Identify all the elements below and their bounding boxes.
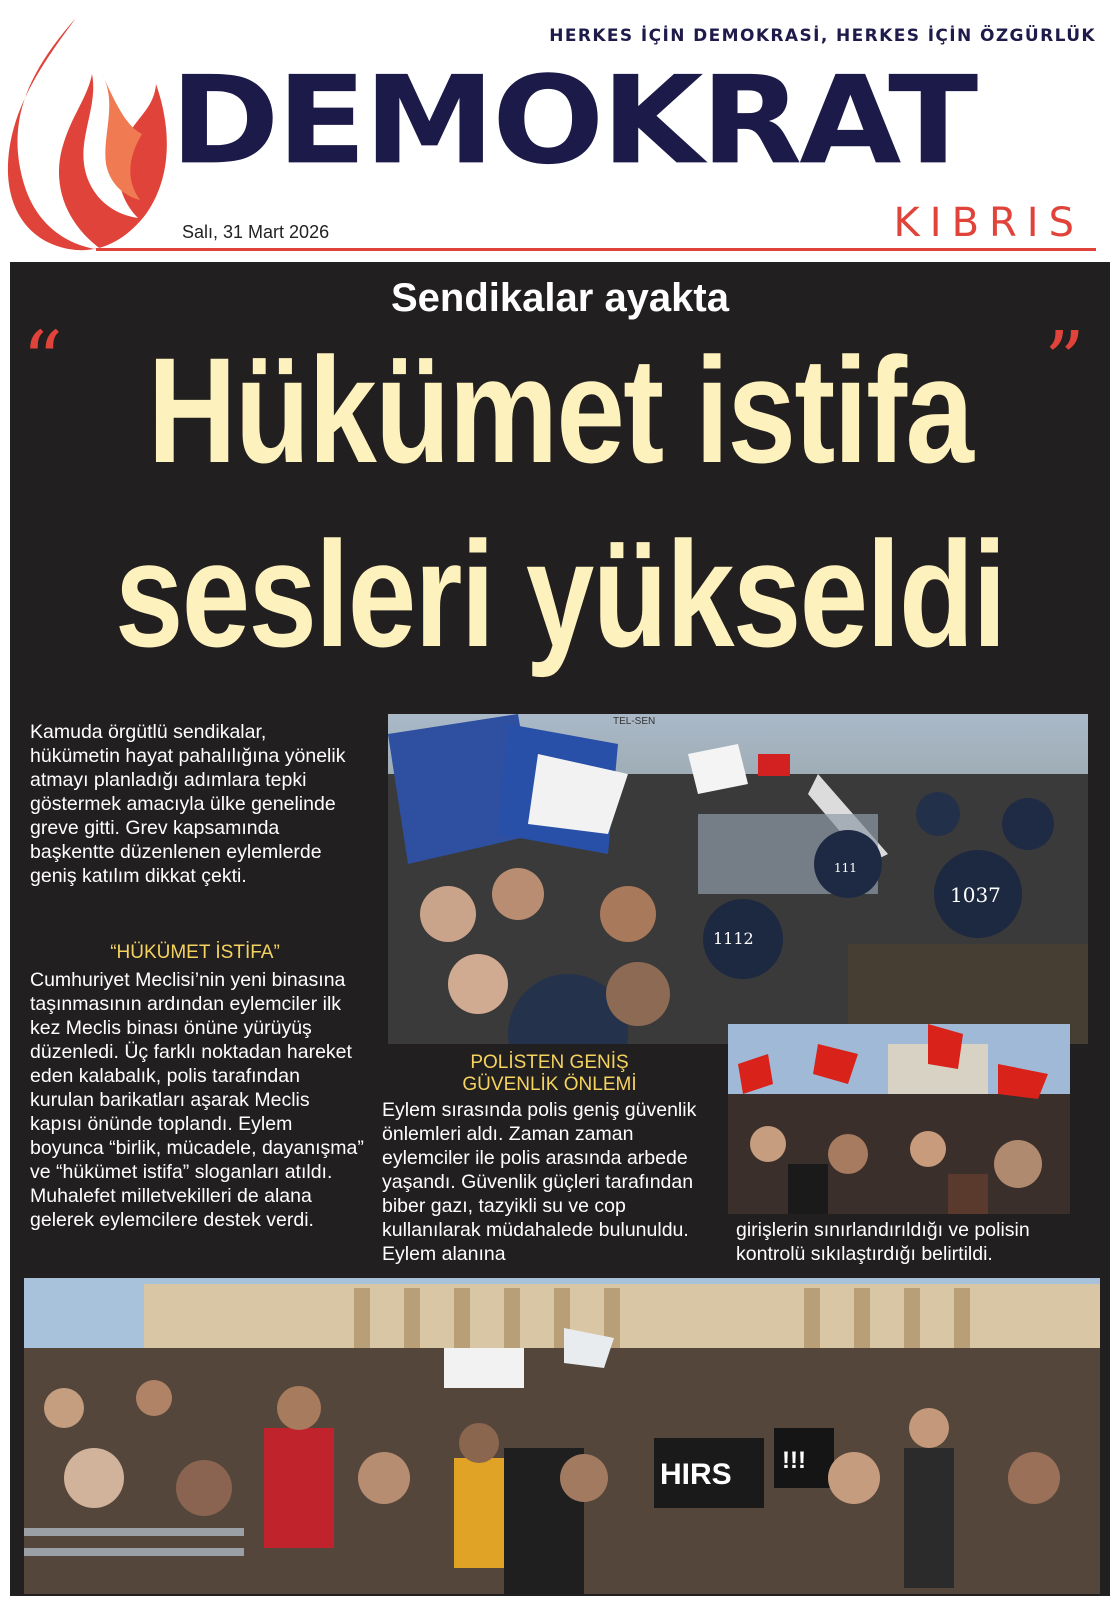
intro-column bbox=[30, 720, 360, 888]
photo-march-parliament bbox=[24, 1278, 1100, 1594]
subhead-polisten-line-1: POLİSTEN GENİŞ bbox=[470, 1052, 629, 1073]
banner-text-end: !!! bbox=[782, 1447, 806, 1474]
helmet-number-111: 111 bbox=[834, 861, 857, 875]
body-column-2 bbox=[382, 1098, 717, 1266]
region-label: KIBRIS bbox=[893, 200, 1084, 246]
issue-date: Salı, 31 Mart 2026 bbox=[182, 222, 330, 242]
flame-logo-icon bbox=[6, 14, 176, 254]
subhead-polisten-line-2: GÜVENLİK ÖNLEMİ bbox=[462, 1074, 637, 1095]
headline-line-1: Hükümet istifa bbox=[147, 326, 973, 494]
brand-wordmark: DEMOKRAT bbox=[170, 50, 976, 192]
headline-line-2: sesleri yükseldi bbox=[114, 510, 1006, 678]
masthead-rule bbox=[96, 248, 1096, 251]
body-column-3 bbox=[736, 1218, 1081, 1266]
body-text-2: Eylem sırasında polis geniş güvenlik önlemleri aldı. Zaman zaman eylemciler ile polis arasında arbede yaşandı. Güvenlik güçleri tarafından biber gazı, tazyikli su ve cop kullanılarak müdahalede bulunuldu. Eylem alanına bbox=[382, 1099, 697, 1265]
slogan: HERKES İÇİN DEMOKRASİ, HERKES İÇİN ÖZGÜRLÜK bbox=[549, 26, 1096, 46]
sign-tel-sen: TEL-SEN bbox=[613, 716, 656, 727]
photo-police-clash bbox=[388, 714, 1088, 1044]
kicker: Sendikalar ayakta bbox=[391, 276, 729, 320]
subhead-polisten bbox=[382, 1052, 717, 1096]
photo-crowd-flags bbox=[728, 1024, 1070, 1214]
helmet-number-1112: 1112 bbox=[713, 929, 754, 948]
open-quote: “ bbox=[22, 314, 63, 407]
subhead-hukumet-istifa: “HÜKÜMET İSTİFA” bbox=[110, 942, 280, 963]
helmet-number-1037: 1037 bbox=[950, 883, 1001, 907]
banner-text: HIRS bbox=[660, 1458, 732, 1491]
body-column-1 bbox=[30, 968, 365, 1232]
intro-text: Kamuda örgütlü sendikalar, hükümetin hayat pahalılığına yönelik atmayı planladığı adımlara tepki göstermek amacıyla ülke genelinde greve gitti. Grev kapsamında başkentte düzenlenen eylemlerde geniş katılım dikkat çekti. bbox=[30, 721, 346, 887]
front-page-panel bbox=[10, 262, 1110, 1596]
masthead bbox=[0, 0, 1120, 262]
body-text-1: Cumhuriyet Meclisi’nin yeni binasına taşınmasının ardından eylemciler ilk kez Meclis binası önüne yürüyüş düzenledi. Üç farklı noktadan hareket eden kalabalık, polis tarafından kurulan barikatları aşarak Meclis kapısı önünde toplandı. Eylem boyunca “birlik, mücadele, dayanışma” ve “hükümet istifa” sloganları atıldı. Muhalefet milletvekilleri de alana gelerek eylemcilere destek verdi. bbox=[30, 969, 364, 1231]
close-quote: ” bbox=[1044, 314, 1085, 407]
body-text-3: girişlerin sınırlandırıldığı ve polisin kontrolü sıkılaştırdığı belirtildi. bbox=[736, 1219, 1030, 1265]
